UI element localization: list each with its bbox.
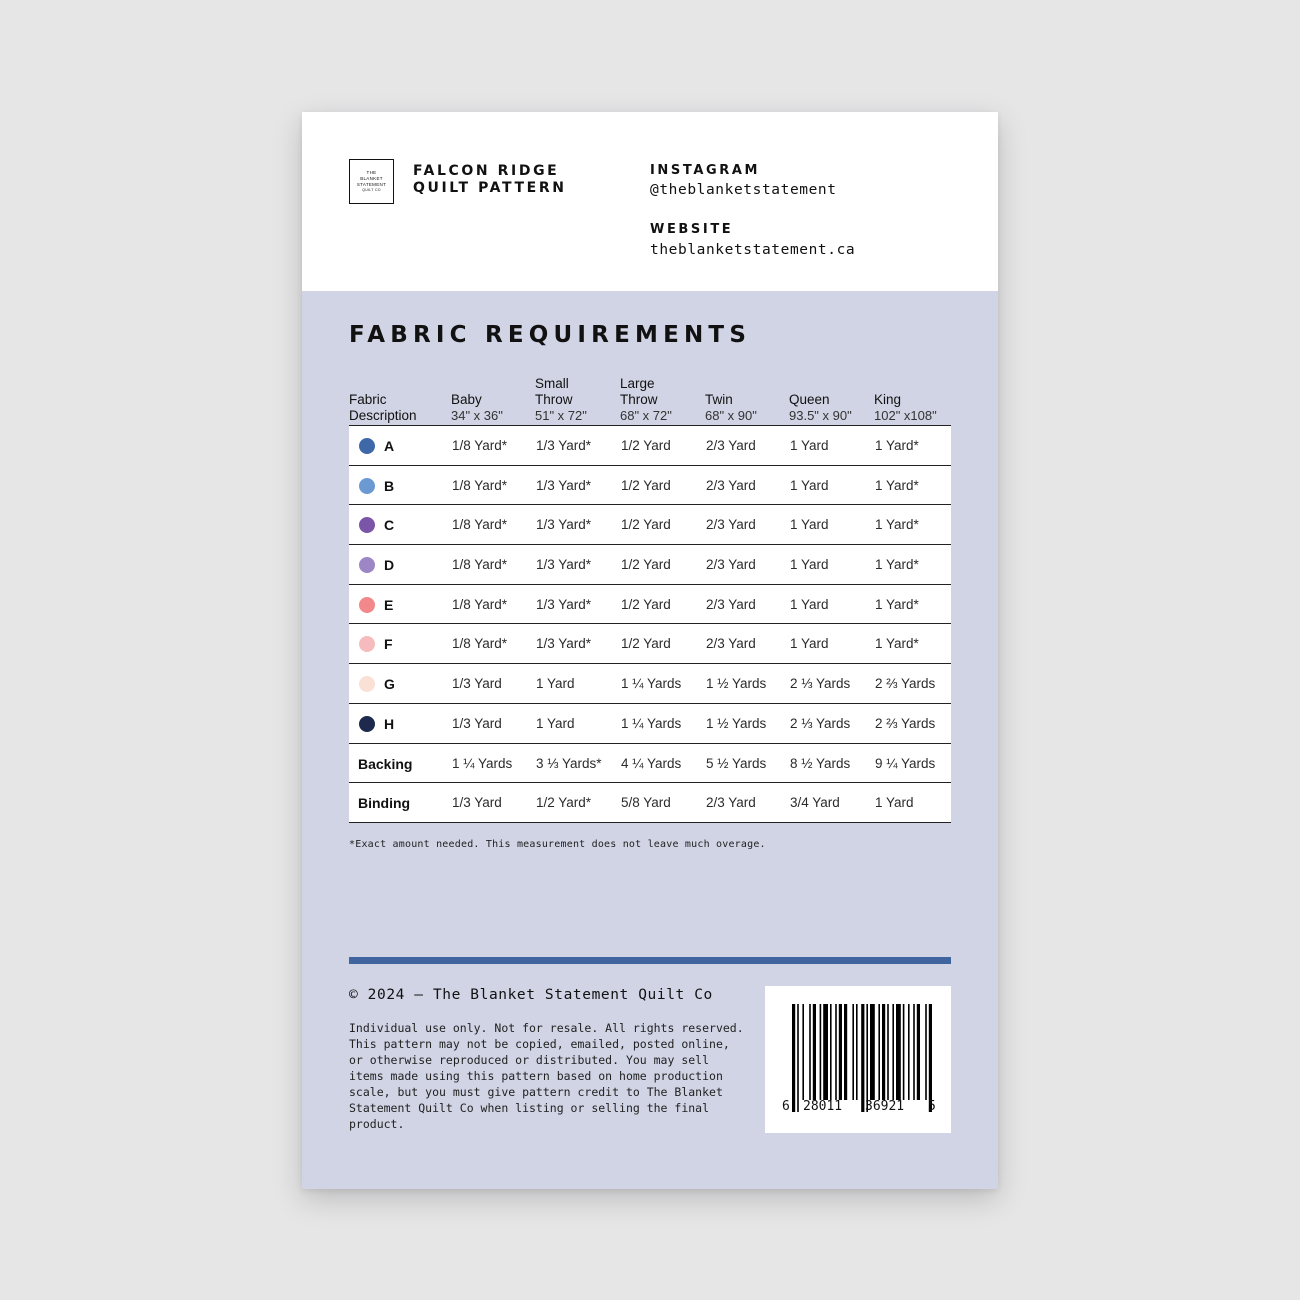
- yardage-cell: 1/2 Yard: [621, 596, 671, 612]
- yardage-cell: 1/3 Yard*: [536, 477, 592, 493]
- yardage-cell: 3/4 Yard: [790, 795, 840, 811]
- yardage-cell: 1 ½ Yards: [706, 715, 767, 731]
- column-header-5: [789, 392, 852, 424]
- fabric-name: B: [384, 477, 395, 494]
- barcode-bar: [802, 1004, 804, 1100]
- yardage-cell: 2 ⅔ Yards: [875, 676, 936, 692]
- column-header-0: [349, 392, 417, 424]
- yardage-cell: 1 Yard: [790, 477, 829, 493]
- yardage-cell: 3 ⅓ Yards*: [536, 755, 602, 771]
- yardage-cell: 1 Yard*: [875, 438, 919, 453]
- fabric-swatch: [359, 478, 375, 494]
- column-header-label: Throw: [535, 392, 573, 407]
- table-row: [349, 783, 951, 823]
- table-row: [349, 426, 951, 466]
- table-row: [349, 466, 951, 506]
- barcode-bar: [896, 1004, 901, 1100]
- column-header-label: Large: [620, 376, 655, 391]
- barcode-bar: [820, 1004, 822, 1100]
- column-header-2: [535, 376, 587, 424]
- yardage-cell: 1/3 Yard*: [536, 636, 592, 652]
- barcode-bar: [908, 1004, 910, 1100]
- barcode-digit-group: 28011: [803, 1099, 843, 1114]
- barcode-bar: [852, 1004, 854, 1100]
- yardage-cell: 1 Yard: [790, 517, 829, 533]
- barcode-bar: [917, 1004, 920, 1100]
- yardage-cell: 2/3 Yard: [706, 438, 756, 453]
- table-row: [349, 624, 951, 664]
- table-row: [349, 545, 951, 585]
- legal-notice: Individual use only. Not for resale. All rights reserved. This pattern may not be copied, emailed, posted online, or otherwise reproduced or distributed. You may sell items made using this pattern based on home production scale, but you must give pattern credit to The Blanket Statement Quilt Co when listing or selling the final product.: [349, 1021, 744, 1131]
- yardage-cell: 1/3 Yard: [452, 715, 502, 731]
- fabric-swatch: [359, 716, 375, 732]
- barcode-digit-group: 6: [782, 1099, 790, 1114]
- yardage-cell: 1 ¼ Yards: [452, 755, 513, 771]
- barcode-bar: [839, 1004, 842, 1100]
- yardage-cell: 1/3 Yard*: [536, 557, 592, 573]
- column-header-size: 51" x 72": [535, 408, 587, 423]
- fabric-name: H: [384, 715, 395, 732]
- fabric-swatch: [359, 438, 375, 454]
- yardage-cell: 1/3 Yard*: [536, 438, 592, 453]
- column-header-size: 93.5" x 90": [789, 408, 852, 423]
- yardage-cell: 1/8 Yard*: [452, 596, 508, 612]
- barcode-bar: [903, 1004, 905, 1100]
- barcode-bar: [929, 1004, 932, 1112]
- header-panel: [302, 112, 998, 291]
- column-header-3: [620, 376, 672, 424]
- fabric-swatch: [359, 517, 375, 533]
- yardage-cell: 1 ¼ Yards: [621, 676, 682, 692]
- yardage-cell: 1 Yard: [875, 795, 914, 811]
- yardage-cell: 1/2 Yard*: [536, 795, 592, 811]
- yardage-cell: 2 ⅓ Yards: [790, 715, 851, 731]
- barcode-bar: [861, 1004, 864, 1112]
- copyright: © 2024 – The Blanket Statement Quilt Co: [349, 987, 713, 1003]
- fabric-name: Backing: [358, 755, 413, 772]
- yardage-cell: 1/3 Yard*: [536, 517, 592, 533]
- barcode-bar: [882, 1004, 885, 1100]
- yardage-cell: 1 Yard*: [875, 596, 919, 612]
- yardage-cell: 1/2 Yard: [621, 438, 671, 453]
- fabric-name: E: [384, 596, 394, 613]
- yardage-cell: 1/2 Yard: [621, 636, 671, 652]
- yardage-cell: 2 ⅔ Yards: [875, 715, 936, 731]
- column-header-size: 102" x108": [874, 408, 937, 423]
- yardage-cell: 1 Yard: [790, 636, 829, 652]
- yardage-cell: 2/3 Yard: [706, 477, 756, 493]
- barcode-bar: [913, 1004, 915, 1100]
- barcode-bar: [887, 1004, 889, 1100]
- column-header-label: Twin: [705, 392, 733, 407]
- section-title: FABRIC REQUIREMENTS: [349, 322, 752, 348]
- yardage-cell: 1 ¼ Yards: [621, 715, 682, 731]
- fabric-swatch: [359, 676, 375, 692]
- barcode-bar: [835, 1004, 837, 1100]
- barcode: [765, 986, 951, 1133]
- barcode-bar: [792, 1004, 795, 1112]
- barcode-bar: [856, 1004, 858, 1100]
- barcode-bar: [830, 1004, 832, 1100]
- column-header-label: Small: [535, 376, 569, 391]
- yardage-cell: 1/3 Yard: [452, 795, 502, 811]
- column-header-label: Description: [349, 408, 417, 423]
- yardage-cell: 4 ¼ Yards: [621, 755, 682, 771]
- yardage-cell: 1/2 Yard: [621, 517, 671, 533]
- barcode-number: [765, 1099, 951, 1119]
- barcode-bar: [813, 1004, 816, 1100]
- yardage-cell: 1 Yard*: [875, 636, 919, 652]
- brand-logo: THE BLANKET STATEMENT QUILT CO: [349, 159, 394, 204]
- pattern-name: FALCON RIDGE QUILT PATTERN: [413, 163, 567, 196]
- fabric-table: [349, 425, 951, 823]
- column-header-size: 68" x 90": [705, 408, 757, 423]
- yardage-cell: 5/8 Yard: [621, 795, 671, 811]
- yardage-cell: 1 Yard*: [875, 477, 919, 493]
- column-header-label: Throw: [620, 392, 658, 407]
- yardage-cell: 1/8 Yard*: [452, 517, 508, 533]
- fabric-name: A: [384, 438, 395, 454]
- barcode-bar: [892, 1004, 894, 1100]
- pattern-back-cover: [302, 112, 998, 1189]
- yardage-cell: 1 Yard: [790, 557, 829, 573]
- yardage-cell: 1/3 Yard*: [536, 596, 592, 612]
- column-header-label: King: [874, 392, 902, 407]
- column-header-size: 34" x 36": [451, 408, 503, 423]
- yardage-cell: 1/2 Yard: [621, 477, 671, 493]
- yardage-cell: 1 Yard: [536, 715, 575, 731]
- yardage-cell: 2 ⅓ Yards: [790, 676, 851, 692]
- website-url[interactable]: theblanketstatement.ca: [650, 242, 856, 258]
- barcode-bar: [866, 1004, 868, 1112]
- barcode-digit-group: 5: [928, 1099, 936, 1114]
- fabric-name: C: [384, 517, 395, 534]
- barcode-digit-group: 36921: [865, 1099, 905, 1114]
- column-header-1: [451, 392, 503, 424]
- yardage-cell: 2/3 Yard: [706, 596, 756, 612]
- barcode-bar: [823, 1004, 828, 1100]
- yardage-cell: 1/2 Yard: [621, 557, 671, 573]
- yardage-cell: 9 ¼ Yards: [875, 755, 936, 771]
- column-header-4: [705, 392, 757, 424]
- barcode-bar: [925, 1004, 927, 1100]
- fabric-swatch: [359, 636, 375, 652]
- yardage-cell: 8 ½ Yards: [790, 755, 851, 771]
- instagram-label: INSTAGRAM: [650, 163, 761, 178]
- column-header-label: Baby: [451, 392, 482, 407]
- table-row: [349, 704, 951, 744]
- yardage-cell: 1/8 Yard*: [452, 438, 508, 453]
- yardage-cell: 2/3 Yard: [706, 795, 756, 811]
- fabric-table-header: [349, 372, 951, 424]
- yardage-cell: 1/8 Yard*: [452, 477, 508, 493]
- barcode-bar: [797, 1004, 799, 1112]
- yardage-cell: 5 ½ Yards: [706, 755, 767, 771]
- yardage-cell: 1/8 Yard*: [452, 557, 508, 573]
- footnote: *Exact amount needed. This measurement does not leave much overage.: [349, 839, 766, 850]
- column-header-6: [874, 392, 937, 424]
- yardage-cell: 1 Yard: [790, 438, 829, 453]
- fabric-name: Binding: [358, 795, 411, 812]
- table-row: [349, 744, 951, 784]
- table-row: [349, 505, 951, 545]
- yardage-cell: 1/8 Yard*: [452, 636, 508, 652]
- yardage-cell: 2/3 Yard: [706, 557, 756, 573]
- column-header-size: 68" x 72": [620, 408, 672, 423]
- website-label: WEBSITE: [650, 222, 734, 237]
- divider-bar: [349, 957, 951, 964]
- yardage-cell: 2/3 Yard: [706, 636, 756, 652]
- fabric-name: F: [384, 636, 393, 653]
- yardage-cell: 1 Yard*: [875, 557, 919, 573]
- column-header-label: Fabric: [349, 392, 387, 407]
- fabric-swatch: [359, 557, 375, 573]
- barcode-bar: [844, 1004, 847, 1100]
- barcode-bar: [870, 1004, 875, 1100]
- fabric-swatch: [359, 597, 375, 613]
- yardage-cell: 2/3 Yard: [706, 517, 756, 533]
- table-row: [349, 585, 951, 625]
- instagram-handle[interactable]: @theblanketstatement: [650, 182, 837, 198]
- barcode-bar: [809, 1004, 811, 1100]
- yardage-cell: 1 Yard*: [875, 517, 919, 533]
- yardage-cell: 1 Yard: [790, 596, 829, 612]
- fabric-name: D: [384, 557, 395, 574]
- column-header-label: Queen: [789, 392, 830, 407]
- yardage-cell: 1 ½ Yards: [706, 676, 767, 692]
- yardage-cell: 1 Yard: [536, 676, 575, 692]
- table-row: [349, 664, 951, 704]
- barcode-bar: [878, 1004, 880, 1100]
- fabric-name: G: [384, 676, 395, 693]
- yardage-cell: 1/3 Yard: [452, 676, 502, 692]
